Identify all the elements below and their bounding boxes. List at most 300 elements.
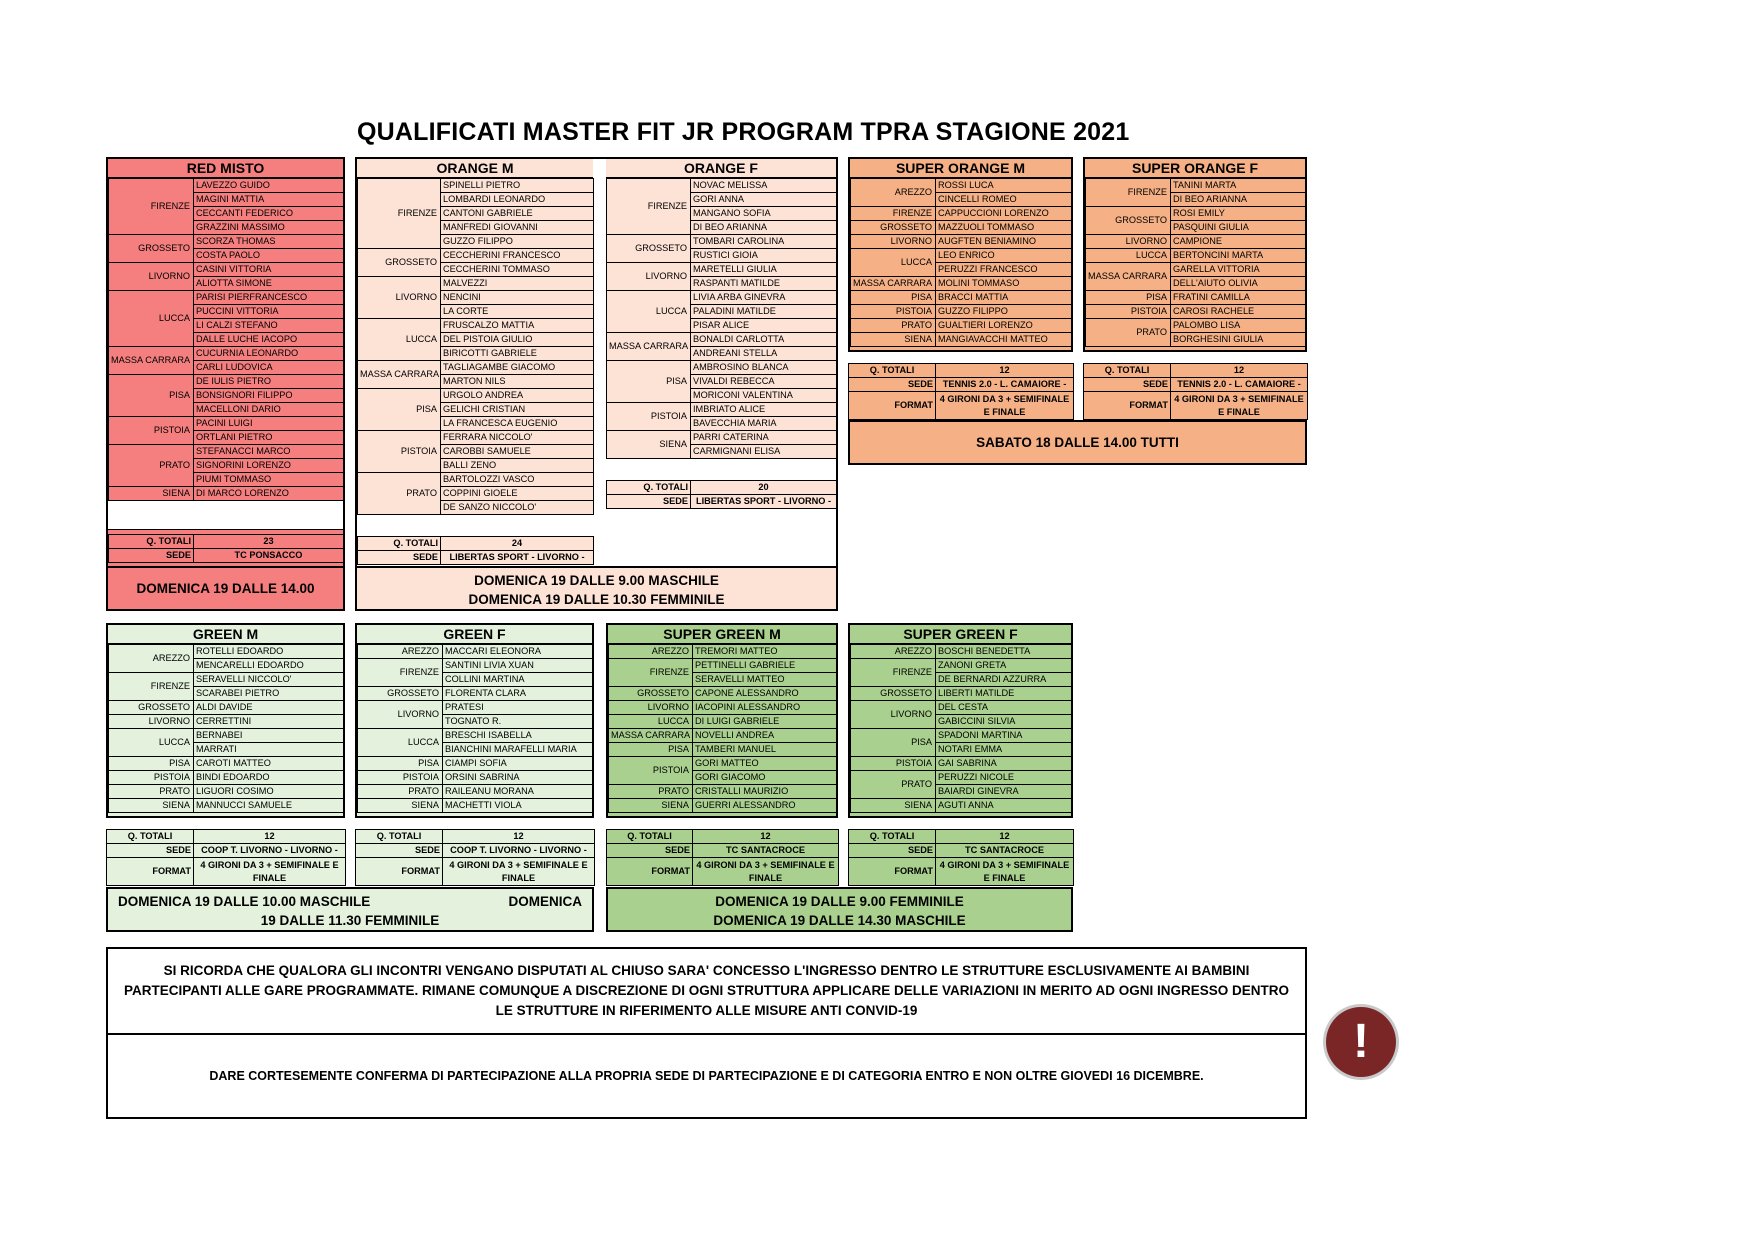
player-name-cell: PETTINELLI GABRIELE <box>693 659 837 673</box>
player-name-cell: DELL'AIUTO OLIVIA <box>1171 277 1306 291</box>
q-totali-value: 12 <box>936 364 1074 378</box>
sede-value: LIBERTAS SPORT - LIVORNO - <box>691 495 837 509</box>
city-cell: FIRENZE <box>358 659 443 687</box>
red-misto-table <box>108 178 344 501</box>
player-name-cell: ROSI EMILY <box>1171 207 1306 221</box>
super-green-f-summary <box>848 829 1074 886</box>
city-cell: PISTOIA <box>609 757 693 785</box>
player-name-cell: GORI GIACOMO <box>693 771 837 785</box>
player-name-cell: SERAVELLI NICCOLO' <box>194 673 344 687</box>
city-cell: GROSSETO <box>358 249 441 277</box>
city-cell: MASSA CARRARA <box>109 347 194 375</box>
city-cell: GROSSETO <box>851 221 936 235</box>
city-cell: LUCCA <box>607 291 691 333</box>
city-cell: SIENA <box>609 799 693 813</box>
green-footer-left: DOMENICA 19 DALLE 10.00 MASCHILE <box>118 894 371 909</box>
player-name-cell: MACHETTI VIOLA <box>443 799 593 813</box>
player-name-cell: RUSTICI GIOIA <box>691 249 837 263</box>
player-name-cell: ANDREANI STELLA <box>691 347 837 361</box>
q-totali-value: 24 <box>441 537 594 551</box>
player-name-cell: NOVELLI ANDREA <box>693 729 837 743</box>
green-footer-line2: 19 DALLE 11.30 FEMMINILE <box>260 913 440 928</box>
player-name-cell: FRATINI CAMILLA <box>1171 291 1306 305</box>
table-row <box>1086 249 1306 263</box>
player-name-cell: CASINI VITTORIA <box>194 263 344 277</box>
table-row <box>358 771 593 785</box>
format-label: FORMAT <box>849 858 936 886</box>
player-name-cell: SPINELLI PIETRO <box>441 179 594 193</box>
city-cell: GROSSETO <box>109 701 194 715</box>
green-m-block <box>106 623 345 818</box>
player-name-cell: MACCARI ELEONORA <box>443 645 593 659</box>
player-name-cell: PRATESI <box>443 701 593 715</box>
player-name-cell: BAVECCHIA MARIA <box>691 417 837 431</box>
player-name-cell: CARMIGNANI ELISA <box>691 445 837 459</box>
super-orange-f-header: SUPER ORANGE F <box>1085 159 1305 178</box>
player-name-cell: TAGLIAGAMBE GIACOMO <box>441 361 594 375</box>
player-name-cell: TOMBARI CAROLINA <box>691 235 837 249</box>
table-row <box>607 361 837 375</box>
city-cell: FIRENZE <box>109 673 194 701</box>
table-row <box>358 277 594 291</box>
q-totali-value: 12 <box>693 830 839 844</box>
city-cell: PISTOIA <box>109 417 194 445</box>
table-row <box>358 785 593 799</box>
player-name-cell: BAIARDI GINEVRA <box>936 785 1072 799</box>
city-cell: GROSSETO <box>607 235 691 263</box>
table-row <box>607 235 837 249</box>
table-row <box>851 771 1072 785</box>
city-cell: AREZZO <box>109 645 194 673</box>
city-cell: SIENA <box>109 487 194 501</box>
player-name-cell: CANTONI GABRIELE <box>441 207 594 221</box>
green-m-table <box>108 644 344 813</box>
player-name-cell: SCARABEI PIETRO <box>194 687 344 701</box>
player-name-cell: GABICCINI SILVIA <box>936 715 1072 729</box>
table-row <box>358 701 593 715</box>
player-name-cell: SCORZA THOMAS <box>194 235 344 249</box>
green-f-summary <box>355 829 595 886</box>
player-name-cell: GARELLA VITTORIA <box>1171 263 1306 277</box>
table-row <box>1086 179 1306 193</box>
sede-value: COOP T. LIVORNO - LIVORNO - <box>443 844 595 858</box>
city-cell: GROSSETO <box>1086 207 1171 235</box>
player-name-cell: AMBROSINO BLANCA <box>691 361 837 375</box>
table-row <box>609 757 837 771</box>
city-cell: PISTOIA <box>358 431 441 473</box>
player-name-cell: STEFANACCI MARCO <box>194 445 344 459</box>
player-name-cell: TANINI MARTA <box>1171 179 1306 193</box>
super-orange-f-block <box>1083 157 1307 352</box>
player-name-cell: MANGIAVACCHI MATTEO <box>936 333 1072 347</box>
orange-m-header: ORANGE M <box>357 159 593 178</box>
table-row <box>851 333 1072 347</box>
table-row <box>1086 305 1306 319</box>
city-cell: LIVORNO <box>1086 235 1171 249</box>
orange-m-table <box>357 178 594 515</box>
player-name-cell: CAROBBI SAMUELE <box>441 445 594 459</box>
sede-value: COOP T. LIVORNO - LIVORNO - <box>194 844 346 858</box>
table-row <box>1086 263 1306 277</box>
city-cell: FIRENZE <box>851 659 936 687</box>
player-name-cell: PARISI PIERFRANCESCO <box>194 291 344 305</box>
city-cell: FIRENZE <box>109 179 194 235</box>
table-row <box>851 207 1072 221</box>
player-name-cell: CERRETTINI <box>194 715 344 729</box>
player-name-cell: DI BEO ARIANNA <box>1171 193 1306 207</box>
confirmation-notice <box>106 1033 1307 1119</box>
format-label: FORMAT <box>107 858 194 886</box>
red-misto-block <box>106 157 345 611</box>
city-cell: FIRENZE <box>1086 179 1171 207</box>
table-row <box>109 673 344 687</box>
table-row <box>358 319 594 333</box>
player-name-cell: BRACCI MATTIA <box>936 291 1072 305</box>
player-name-cell: SANTINI LIVIA XUAN <box>443 659 593 673</box>
city-cell: SIENA <box>607 431 691 459</box>
sede-label: SEDE <box>356 844 443 858</box>
city-cell: LUCCA <box>109 729 194 757</box>
table-row <box>607 291 837 305</box>
player-name-cell: CAROSI RACHELE <box>1171 305 1306 319</box>
super-green-f-table <box>850 644 1072 813</box>
city-cell: PISTOIA <box>851 757 936 771</box>
super-orange-m-block <box>848 157 1073 352</box>
q-totali-label: Q. TOTALI <box>109 535 194 549</box>
table-row <box>607 333 837 347</box>
q-totali-label: Q. TOTALI <box>1084 364 1171 378</box>
city-cell: PRATO <box>851 771 936 799</box>
player-name-cell: MARTON NILS <box>441 375 594 389</box>
player-name-cell: NOVAC MELISSA <box>691 179 837 193</box>
green-m-header: GREEN M <box>108 625 343 644</box>
player-name-cell: VIVALDI REBECCA <box>691 375 837 389</box>
green-f-header: GREEN F <box>357 625 592 644</box>
table-row <box>609 743 837 757</box>
city-cell: PRATO <box>109 785 194 799</box>
sabato-banner: SABATO 18 DALLE 14.00 TUTTI <box>848 420 1307 465</box>
q-totali-label: Q. TOTALI <box>607 481 691 495</box>
player-name-cell: CAPPUCCIONI LORENZO <box>936 207 1072 221</box>
table-row <box>851 305 1072 319</box>
city-cell: PISTOIA <box>358 771 443 785</box>
player-name-cell: DI LUIGI GABRIELE <box>693 715 837 729</box>
table-row <box>109 375 344 389</box>
table-row <box>851 659 1072 673</box>
green-footer <box>106 887 594 932</box>
city-cell: PRATO <box>609 785 693 799</box>
city-cell: PISA <box>851 291 936 305</box>
table-row <box>1086 207 1306 221</box>
player-name-cell: ZANONI GRETA <box>936 659 1072 673</box>
player-name-cell: DEL PISTOIA GIULIO <box>441 333 594 347</box>
player-name-cell: DE SANZO NICCOLO' <box>441 501 594 515</box>
city-cell: FIRENZE <box>851 207 936 221</box>
orange-footer-line2: DOMENICA 19 DALLE 10.30 FEMMINILE <box>468 592 725 607</box>
table-row <box>851 687 1072 701</box>
city-cell: PISA <box>851 729 936 757</box>
table-row <box>851 221 1072 235</box>
format-label: FORMAT <box>356 858 443 886</box>
table-row <box>109 445 344 459</box>
q-totali-label: Q. TOTALI <box>107 830 194 844</box>
player-name-cell: PISAR ALICE <box>691 319 837 333</box>
sede-value: TENNIS 2.0 - L. CAMAIORE - <box>936 378 1074 392</box>
table-row <box>358 729 593 743</box>
red-misto-footer: DOMENICA 19 DALLE 14.00 <box>106 566 345 611</box>
table-row <box>358 389 594 403</box>
city-cell: SIENA <box>851 799 936 813</box>
table-row <box>851 799 1072 813</box>
table-row <box>109 799 344 813</box>
player-name-cell: MENCARELLI EDOARDO <box>194 659 344 673</box>
orange-f-header: ORANGE F <box>606 159 836 178</box>
red-misto-header: RED MISTO <box>108 159 343 178</box>
format-value: 4 GIRONI DA 3 + SEMIFINALE E FINALE <box>194 858 346 886</box>
format-label: FORMAT <box>607 858 693 886</box>
exclamation-icon <box>1326 1007 1396 1077</box>
player-name-cell: GUERRI ALESSANDRO <box>693 799 837 813</box>
sede-label: SEDE <box>109 549 194 563</box>
q-totali-label: Q. TOTALI <box>849 830 936 844</box>
table-row <box>109 179 344 193</box>
table-row <box>109 291 344 305</box>
player-name-cell: MACELLONI DARIO <box>194 403 344 417</box>
red-misto-summary <box>108 534 344 563</box>
sede-value: TC PONSACCO <box>194 549 344 563</box>
city-cell: LIVORNO <box>358 277 441 319</box>
city-cell: LIVORNO <box>109 715 194 729</box>
city-cell: GROSSETO <box>609 687 693 701</box>
q-totali-value: 12 <box>936 830 1074 844</box>
table-row <box>851 645 1072 659</box>
sede-value: TENNIS 2.0 - L. CAMAIORE - <box>1171 378 1308 392</box>
player-name-cell: ALDI DAVIDE <box>194 701 344 715</box>
city-cell: GROSSETO <box>358 687 443 701</box>
player-name-cell: PACINI LUIGI <box>194 417 344 431</box>
super-green-footer-line2: DOMENICA 19 DALLE 14.30 MASCHILE <box>713 913 966 928</box>
format-value: 4 GIRONI DA 3 + SEMIFINALE E FINALE <box>693 858 839 886</box>
table-row <box>607 431 837 445</box>
city-cell: LIVORNO <box>358 701 443 729</box>
table-row <box>609 687 837 701</box>
orange-footer-line1: DOMENICA 19 DALLE 9.00 MASCHILE <box>474 573 719 588</box>
table-row <box>607 263 837 277</box>
table-row <box>851 179 1072 193</box>
city-cell: LIVORNO <box>607 263 691 291</box>
super-orange-m-summary <box>848 363 1074 420</box>
orange-f-summary <box>606 480 837 509</box>
city-cell: PISA <box>1086 291 1171 305</box>
player-name-cell: MARETELLI GIULIA <box>691 263 837 277</box>
city-cell: PISTOIA <box>607 403 691 431</box>
table-row <box>109 417 344 431</box>
player-name-cell: DEL CESTA <box>936 701 1072 715</box>
orange-f-table <box>606 178 837 459</box>
page-title: QUALIFICATI MASTER FIT JR PROGRAM TPRA STAGIONE 2021 <box>357 118 1130 146</box>
player-name-cell: COPPINI GIOELE <box>441 487 594 501</box>
player-name-cell: IMBRIATO ALICE <box>691 403 837 417</box>
city-cell: PRATO <box>1086 319 1171 347</box>
city-cell: PRATO <box>851 319 936 333</box>
player-name-cell: ORTLANI PIETRO <box>194 431 344 445</box>
player-name-cell: FRUSCALZO MATTIA <box>441 319 594 333</box>
player-name-cell: RAILEANU MORANA <box>443 785 593 799</box>
player-name-cell: CECCANTI FEDERICO <box>194 207 344 221</box>
q-totali-label: Q. TOTALI <box>849 364 936 378</box>
player-name-cell: BIRICOTTI GABRIELE <box>441 347 594 361</box>
table-row <box>609 659 837 673</box>
player-name-cell: CRISTALLI MAURIZIO <box>693 785 837 799</box>
super-green-f-block <box>848 623 1073 818</box>
player-name-cell: ROSSI LUCA <box>936 179 1072 193</box>
city-cell: LIVORNO <box>609 701 693 715</box>
city-cell: AREZZO <box>358 645 443 659</box>
city-cell: LUCCA <box>358 729 443 757</box>
super-green-footer-line1: DOMENICA 19 DALLE 9.00 FEMMINILE <box>715 894 964 909</box>
player-name-cell: TAMBERI MANUEL <box>693 743 837 757</box>
format-label: FORMAT <box>849 392 936 420</box>
player-name-cell: NENCINI <box>441 291 594 305</box>
super-green-m-table <box>608 644 837 813</box>
city-cell: MASSA CARRARA <box>358 361 441 389</box>
q-totali-value: 23 <box>194 535 344 549</box>
city-cell: PISTOIA <box>1086 305 1171 319</box>
player-name-cell: BERNABEI <box>194 729 344 743</box>
player-name-cell: LI CALZI STEFANO <box>194 319 344 333</box>
player-name-cell: URGOLO ANDREA <box>441 389 594 403</box>
player-name-cell: LIGUORI COSIMO <box>194 785 344 799</box>
player-name-cell: GUZZO FILIPPO <box>441 235 594 249</box>
table-row <box>109 785 344 799</box>
player-name-cell: MANNUCCI SAMUELE <box>194 799 344 813</box>
orange-m-summary <box>357 536 594 565</box>
super-orange-f-table <box>1085 178 1306 347</box>
player-name-cell: GUALTIERI LORENZO <box>936 319 1072 333</box>
city-cell: SIENA <box>109 799 194 813</box>
table-row <box>609 715 837 729</box>
table-row <box>109 729 344 743</box>
covid-notice <box>106 947 1307 1035</box>
format-value: 4 GIRONI DA 3 + SEMIFINALE E FINALE <box>443 858 595 886</box>
table-row <box>358 799 593 813</box>
city-cell: LUCCA <box>1086 249 1171 263</box>
city-cell: LUCCA <box>851 249 936 277</box>
city-cell: AREZZO <box>609 645 693 659</box>
player-name-cell: COLLINI MARTINA <box>443 673 593 687</box>
table-row <box>609 785 837 799</box>
table-row <box>851 729 1072 743</box>
city-cell: MASSA CARRARA <box>1086 263 1171 291</box>
player-name-cell: BONALDI CARLOTTA <box>691 333 837 347</box>
player-name-cell: PALADINI MATILDE <box>691 305 837 319</box>
sede-label: SEDE <box>849 378 936 392</box>
super-green-m-header: SUPER GREEN M <box>608 625 836 644</box>
table-row <box>109 235 344 249</box>
player-name-cell: MORICONI VALENTINA <box>691 389 837 403</box>
table-row <box>358 431 594 445</box>
player-name-cell: LOMBARDI LEONARDO <box>441 193 594 207</box>
player-name-cell: PASQUINI GIULIA <box>1171 221 1306 235</box>
player-name-cell: BERTONCINI MARTA <box>1171 249 1306 263</box>
player-name-cell: COSTA PAOLO <box>194 249 344 263</box>
covid-notice-text: SI RICORDA CHE QUALORA GLI INCONTRI VENGANO DISPUTATI AL CHIUSO SARA' CONCESSO L'INGRESSO DENTRO LE STRUTTURE ESCLUSIVAMENTE AI BAMBINI PARTECIPANTI ALLE GARE PROGRAMMATE. RIMANE COMUNQUE A DISCREZIONE DI OGNI STRUTTURA APPLICARE DELLE VARIAZIONI IN MERITO AD OGNI INGRESSO DENTRO LE STRUTTURE IN RIFERIMENTO ALLE MISURE ANTI CONVID-19 <box>123 963 1290 1018</box>
table-row <box>358 179 594 193</box>
city-cell: PISA <box>358 389 441 431</box>
sede-label: SEDE <box>607 844 693 858</box>
city-cell: LUCCA <box>109 291 194 347</box>
player-name-cell: CAMPIONE <box>1171 235 1306 249</box>
player-name-cell: CAPONE ALESSANDRO <box>693 687 837 701</box>
player-name-cell: CARLI LUDOVICA <box>194 361 344 375</box>
player-name-cell: BONSIGNORI FILIPPO <box>194 389 344 403</box>
player-name-cell: DE BERNARDI AZZURRA <box>936 673 1072 687</box>
player-name-cell: DI BEO ARIANNA <box>691 221 837 235</box>
format-label: FORMAT <box>1084 392 1171 420</box>
player-name-cell: PERUZZI NICOLE <box>936 771 1072 785</box>
sede-label: SEDE <box>107 844 194 858</box>
city-cell: PISTOIA <box>851 305 936 319</box>
player-name-cell: MANGANO SOFIA <box>691 207 837 221</box>
table-row <box>609 799 837 813</box>
city-cell: LUCCA <box>358 319 441 361</box>
player-name-cell: PUCCINI VITTORIA <box>194 305 344 319</box>
player-name-cell: GRAZZINI MASSIMO <box>194 221 344 235</box>
city-cell: GROSSETO <box>109 235 194 263</box>
sede-value: TC SANTACROCE <box>693 844 839 858</box>
player-name-cell: LAVEZZO GUIDO <box>194 179 344 193</box>
player-name-cell: GAI SABRINA <box>936 757 1072 771</box>
table-row <box>851 757 1072 771</box>
player-name-cell: LEO ENRICO <box>936 249 1072 263</box>
player-name-cell: GELICHI CRISTIAN <box>441 403 594 417</box>
red-misto-spacer <box>108 501 343 530</box>
player-name-cell: ALIOTTA SIMONE <box>194 277 344 291</box>
super-green-m-block <box>606 623 838 818</box>
table-row <box>851 291 1072 305</box>
player-name-cell: MANFREDI GIOVANNI <box>441 221 594 235</box>
sede-label: SEDE <box>1084 378 1171 392</box>
player-name-cell: CUCURNIA LEONARDO <box>194 347 344 361</box>
player-name-cell: AGUTI ANNA <box>936 799 1072 813</box>
city-cell: SIENA <box>851 333 936 347</box>
player-name-cell: SIGNORINI LORENZO <box>194 459 344 473</box>
super-orange-m-header: SUPER ORANGE M <box>850 159 1071 178</box>
format-value: 4 GIRONI DA 3 + SEMIFINALE E FINALE <box>936 858 1074 886</box>
city-cell: MASSA CARRARA <box>609 729 693 743</box>
table-row <box>851 249 1072 263</box>
player-name-cell: DALLE LUCHE IACOPO <box>194 333 344 347</box>
sede-value: TC SANTACROCE <box>936 844 1074 858</box>
city-cell: MASSA CARRARA <box>851 277 936 291</box>
q-totali-value: 20 <box>691 481 837 495</box>
green-f-table <box>357 644 593 813</box>
player-name-cell: PARRI CATERINA <box>691 431 837 445</box>
sede-label: SEDE <box>849 844 936 858</box>
player-name-cell: GUZZO FILIPPO <box>936 305 1072 319</box>
city-cell: LUCCA <box>609 715 693 729</box>
player-name-cell: FLORENTA CLARA <box>443 687 593 701</box>
table-row <box>607 403 837 417</box>
table-row <box>358 249 594 263</box>
player-name-cell: MARRATI <box>194 743 344 757</box>
super-orange-m-table <box>850 178 1072 347</box>
city-cell: AREZZO <box>851 179 936 207</box>
player-name-cell: GORI MATTEO <box>693 757 837 771</box>
exclamation-glyph: ! <box>1353 1015 1369 1068</box>
player-name-cell: BRESCHI ISABELLA <box>443 729 593 743</box>
city-cell: GROSSETO <box>851 687 936 701</box>
